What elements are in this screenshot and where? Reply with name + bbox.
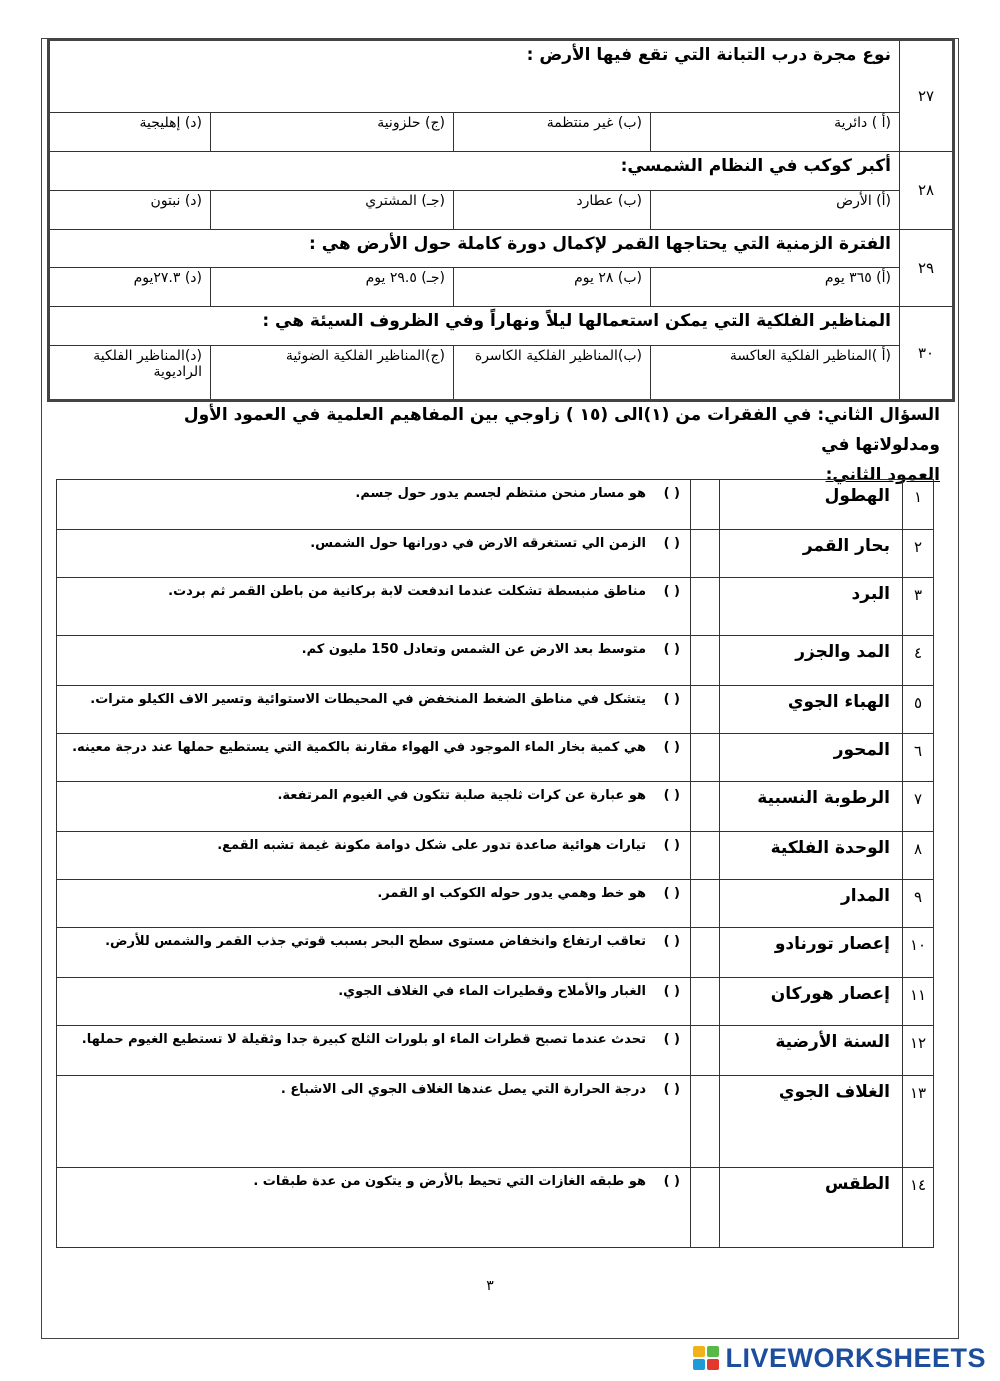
mcq-option[interactable]: (ج) حلزونية	[211, 113, 454, 152]
matching-definition	[57, 636, 691, 686]
logo-square	[707, 1346, 719, 1357]
matching-row	[57, 782, 934, 832]
matching-row	[57, 832, 934, 880]
matching-definition-text: تيارات هوائية صاعدة تدور على شكل دوامة مكونة غيمة تشبه القمع.	[217, 838, 646, 853]
matching-term: الرطوبة النسبية	[720, 782, 903, 832]
matching-definition-text: تعاقب ارتفاع وانخفاض مستوى سطح البحر بسبب قوتي جذب القمر والشمس للأرض.	[105, 934, 646, 949]
mcq-question-row	[49, 40, 954, 113]
matching-definition	[57, 530, 691, 578]
answer-blank[interactable]: ( )	[663, 886, 680, 901]
mcq-option[interactable]: (أ ) دائرية	[651, 113, 900, 152]
matching-definition-text: هو خط وهمي يدور حوله الكوكب او القمر.	[377, 886, 646, 901]
mcq-question-text: الفترة الزمنية التي يحتاجها القمر لإكمال دورة كاملة حول الأرض هي :	[49, 229, 900, 268]
matching-term: السنة الأرضية	[720, 1026, 903, 1076]
matching-answer-box[interactable]	[691, 686, 720, 734]
mcq-question-text: أكبر كوكب في النظام الشمسي:	[49, 152, 900, 191]
question-two-heading-line1: السؤال الثاني: في الفقرات من (١)الى (١٥ ) زاوجي بين المفاهيم العلمية في العمود الأول ومدلولاتها في	[183, 405, 940, 455]
matching-number: ١٠	[903, 928, 934, 978]
mcq-option[interactable]: (د) نبتون	[49, 190, 211, 229]
mcq-option[interactable]: (جـ) المشتري	[211, 190, 454, 229]
multiple-choice-table	[47, 38, 955, 402]
matching-number: ٥	[903, 686, 934, 734]
mcq-question-number: ٢٧	[900, 40, 954, 152]
matching-definition	[57, 686, 691, 734]
matching-row	[57, 734, 934, 782]
page-number: ٣	[486, 1278, 494, 1294]
matching-row	[57, 480, 934, 530]
logo-square	[707, 1359, 719, 1370]
mcq-options-row	[49, 345, 954, 400]
matching-definition	[57, 578, 691, 636]
mcq-options-row	[49, 190, 954, 229]
mcq-question-text: نوع مجرة درب التبانة التي تقع فيها الأرض :	[49, 40, 900, 113]
matching-term: الوحدة الفلكية	[720, 832, 903, 880]
matching-definition-text: الزمن الي تستغرقه الارض في دورانها حول الشمس.	[310, 536, 646, 551]
mcq-option[interactable]: (أ) الأرض	[651, 190, 900, 229]
logo-square	[693, 1346, 705, 1357]
matching-definition-text: يتشكل في مناطق الضغط المنخفض في المحيطات الاستوائية وتسير الاف الكيلو مترات.	[90, 692, 646, 707]
answer-blank[interactable]: ( )	[663, 838, 680, 853]
matching-definition-text: هي كمية بخار الماء الموجود في الهواء مقارنة بالكمية التي يستطيع حملها عند درجة معينه.	[72, 740, 646, 755]
answer-blank[interactable]: ( )	[663, 934, 680, 949]
matching-answer-box[interactable]	[691, 480, 720, 530]
matching-number: ٦	[903, 734, 934, 782]
liveworksheets-logo	[693, 1343, 986, 1373]
matching-definition	[57, 1026, 691, 1076]
matching-number: ٢	[903, 530, 934, 578]
answer-blank[interactable]: ( )	[663, 692, 680, 707]
matching-row	[57, 686, 934, 734]
matching-answer-box[interactable]	[691, 832, 720, 880]
liveworksheets-logo-icon	[693, 1346, 719, 1370]
matching-answer-box[interactable]	[691, 1026, 720, 1076]
matching-term: المحور	[720, 734, 903, 782]
answer-blank[interactable]: ( )	[663, 584, 680, 599]
mcq-options-row	[49, 268, 954, 307]
mcq-option[interactable]: (ب) غير منتظمة	[454, 113, 651, 152]
mcq-option[interactable]: (ب)المناظير الفلكية الكاسرة	[454, 345, 651, 400]
matching-row	[57, 1076, 934, 1168]
matching-definition-text: تحدث عندما تصبح قطرات الماء او بلورات الثلج كبيرة جدا وثقيلة لا تستطيع الغيوم حملها.	[81, 1032, 646, 1047]
matching-row	[57, 530, 934, 578]
matching-row	[57, 978, 934, 1026]
matching-table	[56, 479, 934, 1248]
matching-answer-box[interactable]	[691, 928, 720, 978]
matching-number: ١٤	[903, 1168, 934, 1248]
mcq-question-number: ٢٨	[900, 152, 954, 230]
mcq-option[interactable]: (ب) عطارد	[454, 190, 651, 229]
matching-answer-box[interactable]	[691, 734, 720, 782]
matching-term: إعصار هوركان	[720, 978, 903, 1026]
mcq-question-text: المناظير الفلكية التي يمكن استعمالها ليلاً ونهاراً وفي الظروف السيئة هي :	[49, 307, 900, 346]
matching-term: الغلاف الجوي	[720, 1076, 903, 1168]
matching-term: الهطول	[720, 480, 903, 530]
matching-row	[57, 880, 934, 928]
matching-definition-text: هو عبارة عن كرات ثلجية صلبة تتكون في الغيوم المرتفعة.	[277, 788, 646, 803]
answer-blank[interactable]: ( )	[663, 1032, 680, 1047]
matching-definition	[57, 928, 691, 978]
matching-number: ٩	[903, 880, 934, 928]
matching-answer-box[interactable]	[691, 578, 720, 636]
matching-term: البرد	[720, 578, 903, 636]
mcq-option[interactable]: (ج)المناظير الفلكية الضوئية	[211, 345, 454, 400]
logo-square	[693, 1359, 705, 1370]
matching-definition	[57, 832, 691, 880]
answer-blank[interactable]: ( )	[663, 788, 680, 803]
matching-term: المد والجزر	[720, 636, 903, 686]
matching-definition	[57, 1168, 691, 1248]
answer-blank[interactable]: ( )	[663, 1082, 680, 1097]
matching-answer-box[interactable]	[691, 782, 720, 832]
matching-definition-text: درجة الحرارة التي يصل عندها الغلاف الجوي الى الاشباع .	[280, 1082, 646, 1097]
matching-number: ١٣	[903, 1076, 934, 1168]
answer-blank[interactable]: ( )	[663, 984, 680, 999]
mcq-question-row	[49, 229, 954, 268]
answer-blank[interactable]: ( )	[663, 536, 680, 551]
mcq-question-row	[49, 152, 954, 191]
matching-term: إعصار تورنادو	[720, 928, 903, 978]
matching-number: ١٢	[903, 1026, 934, 1076]
mcq-option[interactable]: (أ) ٣٦٥ يوم	[651, 268, 900, 307]
matching-row	[57, 636, 934, 686]
matching-term: المدار	[720, 880, 903, 928]
matching-number: ٣	[903, 578, 934, 636]
matching-answer-box[interactable]	[691, 636, 720, 686]
matching-definition	[57, 480, 691, 530]
mcq-option[interactable]: (د)المناظير الفلكية الراديوية	[49, 345, 211, 400]
matching-number: ٤	[903, 636, 934, 686]
matching-row	[57, 1026, 934, 1076]
matching-definition-text: متوسط بعد الارض عن الشمس وتعادل 150 مليون كم.	[301, 642, 646, 657]
matching-number: ١	[903, 480, 934, 530]
mcq-option[interactable]: (جـ) ٢٩.٥ يوم	[211, 268, 454, 307]
answer-blank[interactable]: ( )	[663, 486, 680, 501]
matching-answer-box[interactable]	[691, 978, 720, 1026]
matching-definition	[57, 1076, 691, 1168]
liveworksheets-brand: LIVEWORKSHEETS	[725, 1342, 986, 1373]
matching-definition-text: الغبار والأملاح وقطيرات الماء في الغلاف الجوي.	[338, 984, 646, 999]
matching-row	[57, 928, 934, 978]
matching-number: ٨	[903, 832, 934, 880]
matching-number: ١١	[903, 978, 934, 1026]
mcq-question-number: ٣٠	[900, 307, 954, 401]
mcq-option[interactable]: (د) ٢٧.٣يوم	[49, 268, 211, 307]
answer-blank[interactable]: ( )	[663, 642, 680, 657]
matching-definition-text: هو مسار منحن منتظم لجسم يدور حول جسم.	[355, 486, 646, 501]
matching-definition	[57, 978, 691, 1026]
question-two-heading-line2: العمود الثاني:	[825, 465, 940, 485]
question-two-heading	[120, 400, 940, 490]
matching-row	[57, 578, 934, 636]
matching-definition	[57, 880, 691, 928]
matching-definition-text: هو طبقه الغازات التي تحيط بالأرض و يتكون من عدة طبقات .	[253, 1174, 646, 1189]
mcq-option[interactable]: (ب) ٢٨ يوم	[454, 268, 651, 307]
matching-number: ٧	[903, 782, 934, 832]
matching-term: الهباء الجوي	[720, 686, 903, 734]
mcq-options-row	[49, 113, 954, 152]
matching-answer-box[interactable]	[691, 1168, 720, 1248]
mcq-question-row	[49, 307, 954, 346]
matching-term: بحار القمر	[720, 530, 903, 578]
matching-row	[57, 1168, 934, 1248]
mcq-option[interactable]: (أ )المناظير الفلكية العاكسة	[651, 345, 900, 400]
matching-definition	[57, 782, 691, 832]
matching-term: الطقس	[720, 1168, 903, 1248]
answer-blank[interactable]: ( )	[663, 1174, 680, 1189]
matching-definition-text: مناطق منبسطة تشكلت عندما اندفعت لابة بركانية من باطن القمر ثم بردت.	[168, 584, 646, 599]
matching-answer-box[interactable]	[691, 880, 720, 928]
mcq-question-number: ٢٩	[900, 229, 954, 307]
matching-answer-box[interactable]	[691, 1076, 720, 1168]
mcq-option[interactable]: (د) إهليجية	[49, 113, 211, 152]
matching-definition	[57, 734, 691, 782]
matching-answer-box[interactable]	[691, 530, 720, 578]
answer-blank[interactable]: ( )	[663, 740, 680, 755]
